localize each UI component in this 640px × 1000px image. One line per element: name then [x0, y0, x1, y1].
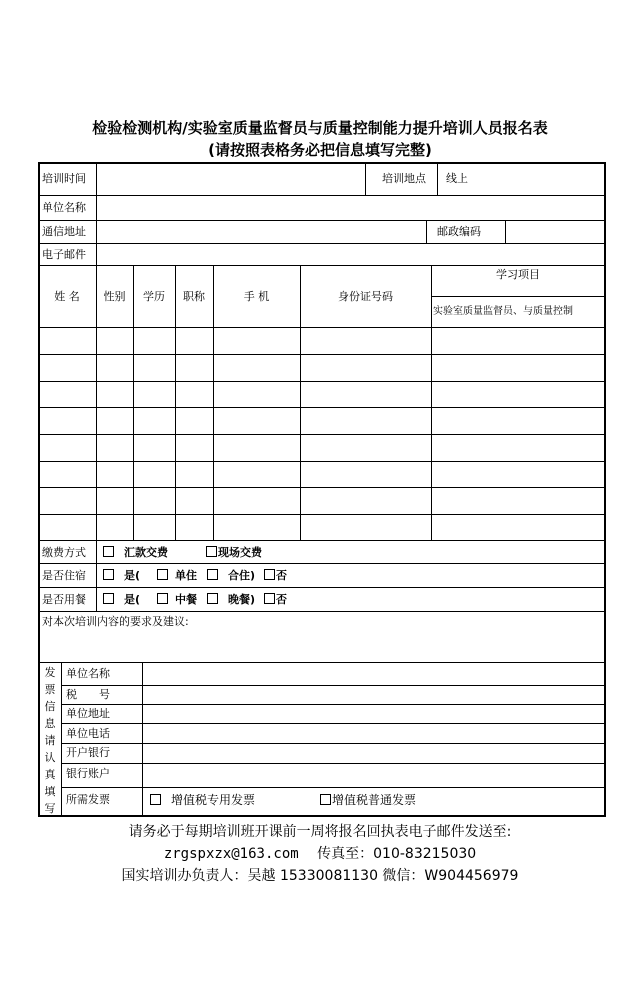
checkbox-icon[interactable]	[150, 794, 161, 805]
postcode-label: 邮政编码	[437, 225, 481, 238]
invoice-normal-option[interactable]: 增值税普通发票	[320, 793, 416, 807]
meal-dinner-option[interactable]: 晚餐)	[207, 593, 255, 607]
lodging-single-option[interactable]: 单住	[157, 569, 197, 583]
invoice-bank-label: 开户银行	[66, 746, 110, 759]
meal-label: 是否用餐	[42, 593, 86, 606]
payment-remit-option[interactable]: 汇款交费	[103, 546, 168, 560]
checkbox-icon[interactable]	[157, 593, 168, 604]
payment-onsite-option[interactable]: 现场交费	[206, 546, 262, 560]
training-place-value: 线上	[446, 172, 468, 185]
address-label: 通信地址	[42, 225, 86, 238]
checkbox-icon[interactable]	[320, 794, 331, 805]
meal-lunch-option[interactable]: 中餐	[157, 593, 197, 607]
checkbox-icon[interactable]	[206, 546, 217, 557]
invoice-account-label: 银行账户	[66, 767, 110, 780]
checkbox-icon[interactable]	[103, 593, 114, 604]
footer-responsible: 国实培训办负责人：吴越 15330081130 微信：W904456979	[121, 868, 519, 884]
checkbox-icon[interactable]	[103, 546, 114, 557]
training-place-label: 培训地点	[382, 172, 426, 185]
checkbox-icon[interactable]	[103, 569, 114, 580]
checkbox-icon[interactable]	[157, 569, 168, 580]
invoice-type-label: 所需发票	[66, 793, 110, 806]
footer-contact-line	[0, 844, 640, 864]
company-name-label: 单位名称	[42, 201, 86, 214]
col-study-item: 学习项目	[496, 268, 540, 281]
col-phone: 手 机	[243, 290, 270, 303]
footer-instruction: 请务必于每期培训班开课前一周将报名回执表电子邮件发送至:	[128, 824, 512, 840]
invoice-address-label: 单位地址	[66, 707, 110, 720]
invoice-phone-label: 单位电话	[66, 727, 110, 740]
lodging-label: 是否住宿	[42, 569, 86, 582]
checkbox-icon[interactable]	[207, 593, 218, 604]
lodging-shared-option[interactable]: 合住)	[207, 569, 255, 583]
invoice-company-name-label: 单位名称	[66, 667, 110, 680]
form-subtitle: (请按照表格务必把信息填写完整)	[208, 141, 432, 159]
col-id-number: 身份证号码	[338, 290, 393, 303]
invoice-tax-id-label: 税 号	[66, 688, 110, 701]
footer-fax: 传真至：010-83215030	[317, 846, 477, 862]
meal-no-option[interactable]: 否	[264, 593, 287, 607]
invoice-special-option[interactable]: 增值税专用发票	[150, 793, 255, 807]
col-gender: 性别	[103, 290, 126, 303]
lodging-yes-option[interactable]: 是(	[103, 569, 140, 583]
col-name: 姓 名	[54, 290, 80, 303]
form-title: 检验检测机构/实验室质量监督员与质量控制能力提升培训人员报名表	[92, 119, 548, 137]
lodging-no-option[interactable]: 否	[264, 569, 287, 583]
checkbox-icon[interactable]	[264, 569, 275, 580]
training-time-label: 培训时间	[42, 172, 86, 185]
col-education: 学历	[143, 290, 165, 303]
footer-email[interactable]: zrgspxzx@163.com	[163, 846, 299, 862]
suggestion-label: 对本次培训内容的要求及建议:	[42, 615, 189, 628]
payment-label: 缴费方式	[42, 546, 86, 559]
invoice-side-label: 发票信息请认真填写	[44, 666, 56, 815]
meal-yes-option[interactable]: 是(	[103, 593, 140, 607]
checkbox-icon[interactable]	[207, 569, 218, 580]
col-title: 职称	[183, 290, 205, 303]
col-study-item-detail: 实验室质量监督员、与质量控制	[433, 306, 573, 317]
email-label: 电子邮件	[42, 248, 86, 261]
checkbox-icon[interactable]	[264, 593, 275, 604]
